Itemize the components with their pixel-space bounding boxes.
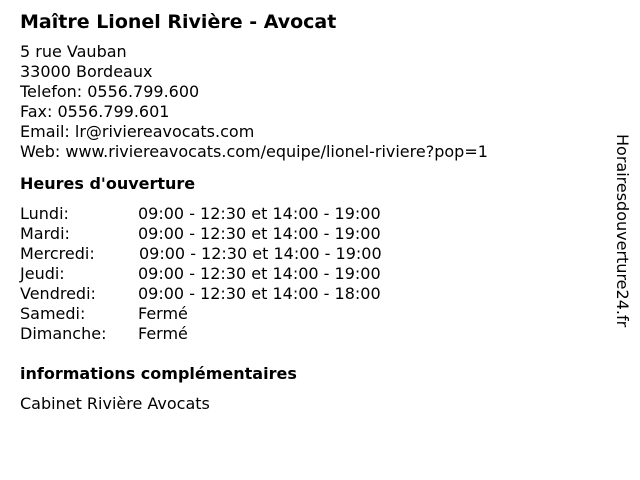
- hours-day-label: Dimanche:: [20, 324, 107, 343]
- hours-time-value: 09:00 - 12:30 et 14:00 - 19:00: [138, 204, 381, 223]
- hours-time-value: 09:00 - 12:30 et 14:00 - 19:00: [138, 264, 381, 283]
- hours-row-dimanche: [20, 324, 600, 344]
- hours-row-mardi: [20, 224, 600, 244]
- hours-day-label: Mardi:: [20, 224, 70, 243]
- hours-time-value: Fermé: [138, 324, 188, 343]
- opening-hours-table: [20, 204, 600, 344]
- hours-time-value: Fermé: [138, 304, 188, 323]
- hours-time-value: 09:00 - 12:30 et 14:00 - 19:00: [138, 224, 381, 243]
- hours-time-value: 09:00 - 12:30 et 14:00 - 19:00: [139, 244, 382, 263]
- hours-time-value: 09:00 - 12:30 et 14:00 - 18:00: [138, 284, 381, 303]
- phone-number: Telefon: 0556.799.600: [20, 82, 200, 101]
- contact-block: [20, 42, 600, 162]
- opening-hours-heading: Heures d'ouverture: [20, 174, 196, 193]
- hours-row-mercredi: [20, 244, 600, 264]
- hours-day-label: Vendredi:: [20, 284, 96, 303]
- email-address: Email: lr@riviereavocats.com: [20, 122, 255, 141]
- website-url: Web: www.riviereavocats.com/equipe/lionel-riviere?pop=1: [20, 142, 488, 161]
- hours-day-label: Lundi:: [20, 204, 69, 223]
- hours-day-label: Samedi:: [20, 304, 86, 323]
- hours-row-samedi: [20, 304, 600, 324]
- page-title: Maître Lionel Rivière - Avocat: [20, 11, 337, 33]
- hours-row-jeudi: [20, 264, 600, 284]
- hours-day-label: Mercredi:: [20, 244, 95, 263]
- site-watermark: Horairesdouverture24.fr: [613, 134, 632, 328]
- hours-row-vendredi: [20, 284, 600, 304]
- street-address: 5 rue Vauban: [20, 42, 127, 61]
- additional-info-heading: informations complémentaires: [20, 364, 297, 383]
- city-postcode: 33000 Bordeaux: [20, 62, 153, 81]
- hours-row-lundi: [20, 204, 600, 224]
- business-card: [20, 10, 600, 414]
- hours-day-label: Jeudi:: [20, 264, 65, 283]
- additional-info-text: Cabinet Rivière Avocats: [20, 394, 210, 413]
- fax-number: Fax: 0556.799.601: [20, 102, 170, 121]
